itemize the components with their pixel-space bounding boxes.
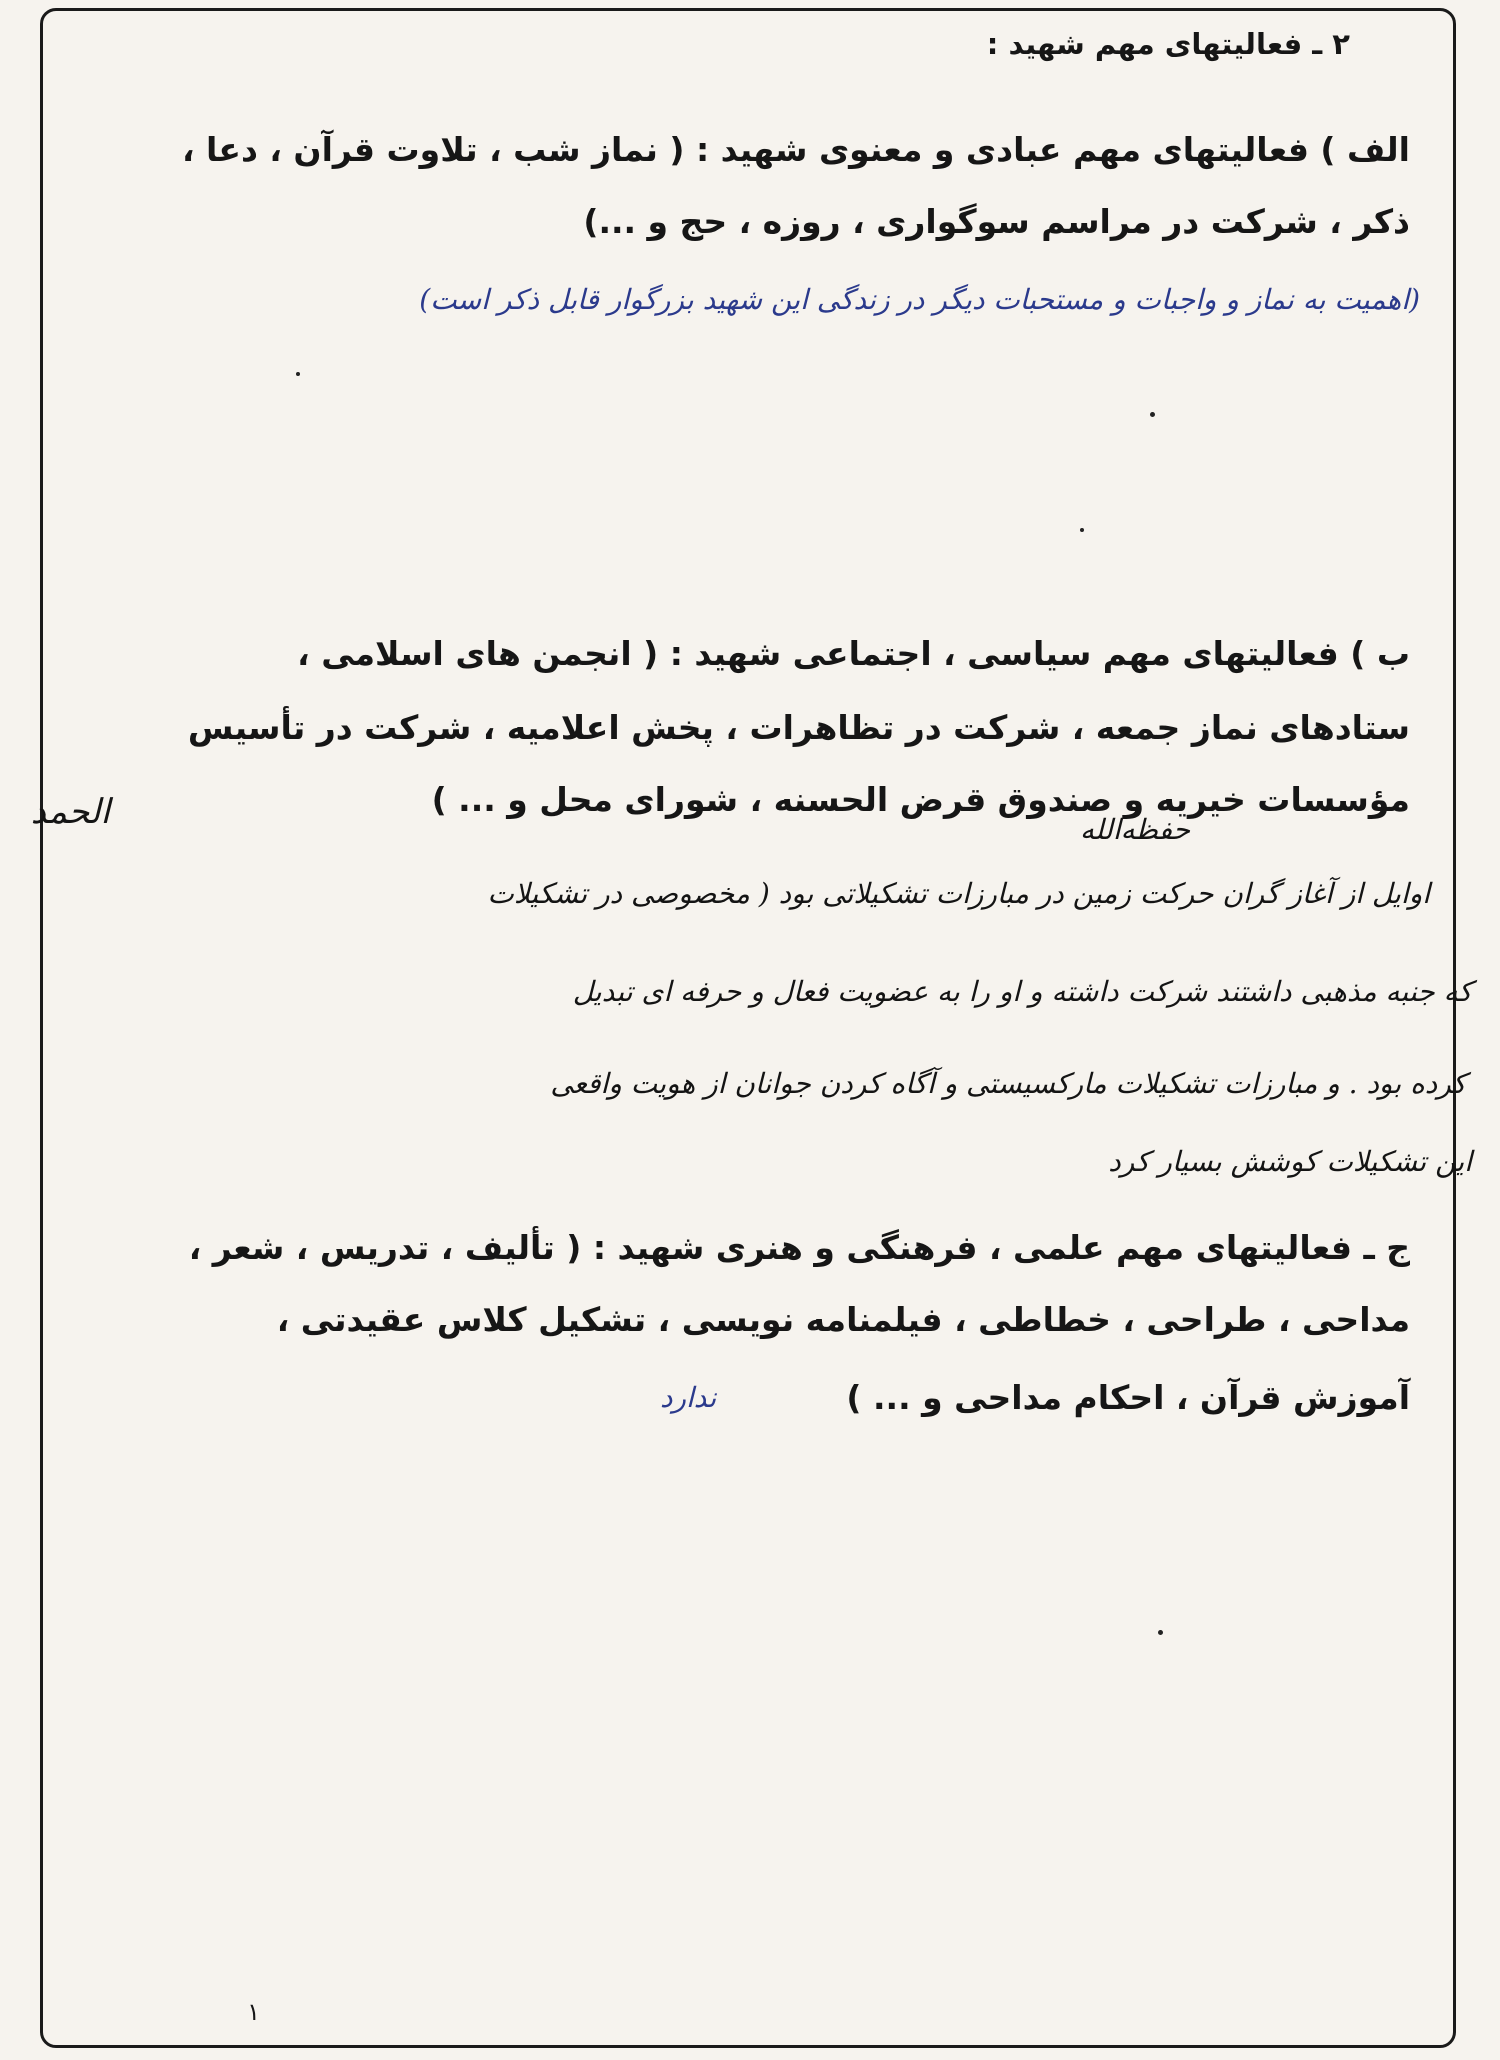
handwritten-line-2: که جنبه مذهبی داشتند شرکت داشته و او را به عضویت فعال و حرفه ای تبدیل <box>572 975 1472 1008</box>
ink-speck <box>1150 412 1155 417</box>
handwritten-line-3: کرده بود . و مبارزات تشکیلات مارکسیستی و آگاه کردن جوانان از هویت واقعی <box>550 1067 1466 1100</box>
section-a-line-1: الف ) فعالیتهای مهم عبادی و معنوی شهید : ( نماز شب ، تلاوت قرآن ، دعا ، <box>182 130 1410 169</box>
section-c-line-2: مداحی ، طراحی ، خطاطی ، فیلمنامه نویسی ، تشکیل کلاس عقیدتی ، <box>276 1300 1410 1339</box>
section-a-handwritten-note: (اهمیت به نماز و واجبات و مستحبات دیگر در زندگی این شهید بزرگوار قابل ذکر است) <box>419 283 1420 316</box>
handwritten-insertion: حفظه‌الله <box>1080 813 1191 846</box>
ink-speck <box>296 372 300 376</box>
section-c-line-1: ج ـ فعالیتهای مهم علمی ، فرهنگی و هنری شهید : ( تألیف ، تدریس ، شعر ، <box>188 1228 1410 1267</box>
ink-speck <box>1158 1630 1163 1635</box>
handwritten-line-4: این تشکیلات کوشش بسیار کرد <box>1108 1145 1472 1178</box>
section-heading: ۲ ـ فعالیتهای مهم شهید : <box>986 27 1350 61</box>
section-b-line-1: ب ) فعالیتهای مهم سیاسی ، اجتماعی شهید : ( انجمن های اسلامی ، <box>297 634 1410 673</box>
section-b-line-3: مؤسسات خیریه و صندوق قرض الحسنه ، شورای محل و ... ) <box>431 780 1410 819</box>
section-a-line-2: ذکر ، شرکت در مراسم سوگواری ، روزه ، حج و ...) <box>583 202 1410 241</box>
section-c-line-3: آموزش قرآن ، احکام مداحی و ... ) <box>846 1378 1410 1417</box>
ink-speck <box>1080 528 1084 532</box>
handwritten-line-1: اوایل از آغاز گران حرکت زمین در مبارزات تشکیلاتی بود ( مخصوصی در تشکیلات <box>487 877 1430 910</box>
section-c-handwritten-note: ندارد <box>660 1381 717 1414</box>
handwritten-margin-note: الحمد <box>30 792 110 832</box>
page-number: ۱ <box>247 1998 260 2026</box>
section-b-line-2: ستادهای نماز جمعه ، شرکت در تظاهرات ، پخش اعلامیه ، شرکت در تأسیس <box>187 708 1410 747</box>
